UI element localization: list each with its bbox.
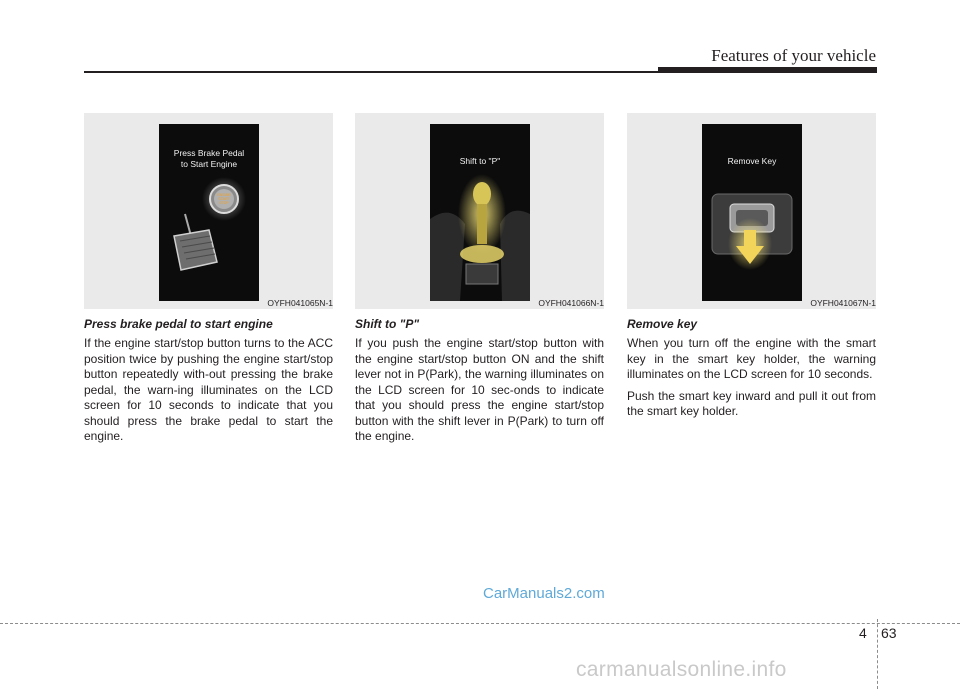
paragraph: If the engine start/stop button turns to the ACC position twice by pushing the engine start/stop button repeatedly with-out pressing the brake pedal, the warn-ing illuminates on the LCD screen for 10 seconds to indicate that you should press the brake pedal to start the engine.: [84, 336, 333, 443]
caption: Remove key: [627, 317, 698, 331]
button-label: STOP: [219, 201, 229, 205]
column-shift-to-p: [355, 113, 604, 451]
figure-brake-pedal: [84, 113, 333, 309]
footer-rule: [0, 623, 960, 624]
screen-line: Press Brake Pedal: [173, 148, 245, 158]
key-holder-illustration: [702, 124, 802, 301]
figure-code: OYFH041067N-1: [810, 298, 876, 308]
screen-line: Remove Key: [727, 156, 777, 166]
section-title: Features of your vehicle: [711, 46, 876, 65]
watermark-link[interactable]: CarManuals2.com: [483, 585, 605, 602]
paragraph: When you turn off the engine with the smart key in the smart key holder, the warning illuminates on the LCD screen for 10 seconds.: [627, 336, 876, 381]
lcd-screen: [159, 124, 259, 301]
brake-pedal-illustration: [159, 124, 259, 301]
paragraph: Push the smart key inward and pull it out from the smart key holder.: [627, 388, 876, 418]
figure-code: OYFH041066N-1: [538, 298, 604, 308]
button-label: START: [218, 197, 230, 201]
header-rule-accent: [658, 67, 877, 72]
caption: Press brake pedal to start engine: [84, 317, 273, 331]
body-text: [627, 336, 876, 420]
body-text: [355, 336, 604, 445]
paragraph: If you push the engine start/stop button with the engine start/stop button ON and the shift lever not in P(Park), the warning illuminates on the LCD screen for 10 sec-onds to indicate that you should press the engine start/stop button with the shift lever in P(Park) to turn off the engine.: [355, 336, 604, 443]
site-watermark: carmanualsonline.info: [576, 658, 787, 681]
screen-line: Shift to "P": [459, 156, 501, 166]
figure-shift-to-p: [355, 113, 604, 309]
button-label: ENGINE: [217, 193, 231, 197]
shift-lever-illustration: [430, 124, 530, 301]
figure-code: OYFH041065N-1: [267, 298, 333, 308]
figure-remove-key: [627, 113, 876, 309]
caption: Shift to "P": [355, 317, 420, 331]
page-number: 63: [881, 625, 897, 641]
lcd-screen: [430, 124, 530, 301]
column-remove-key: [627, 113, 876, 426]
lcd-screen: [702, 124, 802, 301]
column-brake-pedal: [84, 113, 333, 451]
footer-divider: [877, 619, 878, 689]
screen-line: to Start Engine: [180, 159, 238, 169]
chapter-number: 4: [859, 625, 867, 641]
body-text: [84, 336, 333, 445]
